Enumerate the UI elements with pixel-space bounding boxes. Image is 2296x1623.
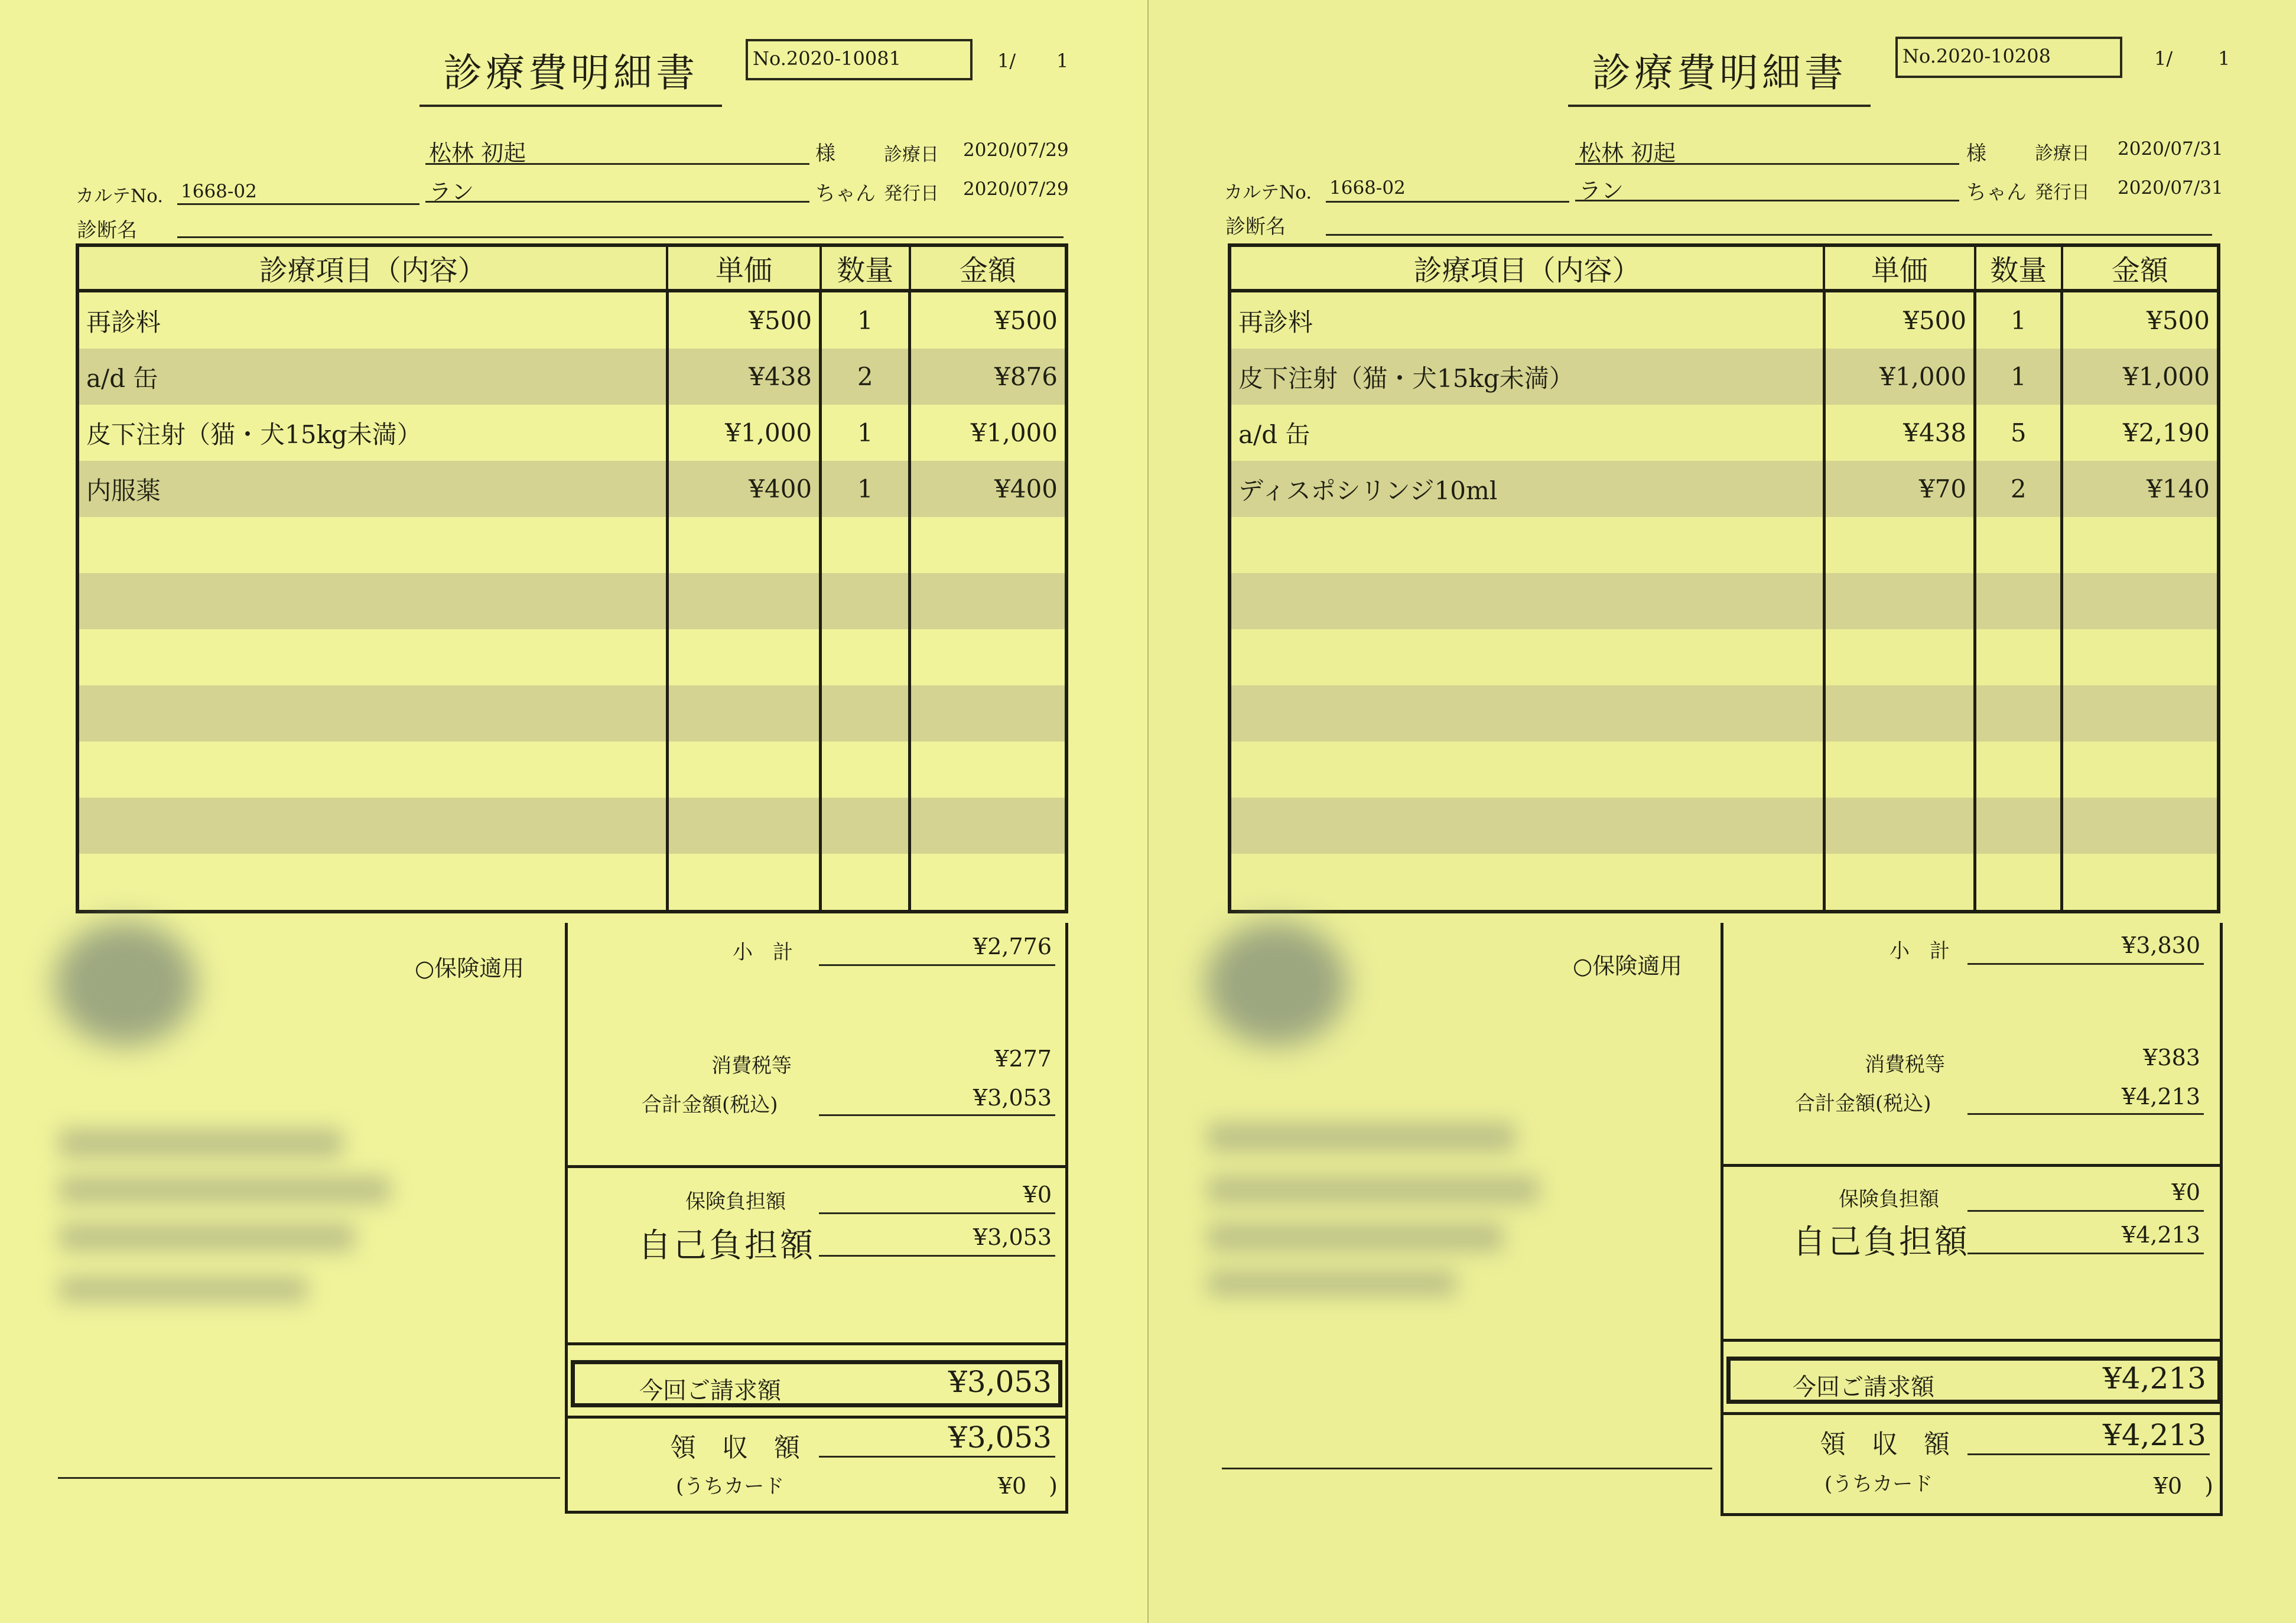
subtotal-label: 小 計: [1890, 939, 1950, 963]
subtotal-underline: [1967, 963, 2204, 965]
insurance-burden-label: 保険負担額: [685, 1190, 786, 1214]
redacted-clinic-logo: [54, 922, 196, 1046]
signature-line: [1222, 1468, 1712, 1469]
item-cell: [77, 517, 667, 573]
table-row: [1230, 517, 2219, 573]
document-title: 診療費明細書: [1568, 41, 1871, 107]
table-row: [1230, 854, 2219, 912]
self-burden-label: 自己負担額: [1793, 1223, 1970, 1261]
karte-label: カルテNo.: [76, 186, 164, 207]
redacted-text: [59, 1176, 390, 1204]
insurance-burden-underline: [819, 1212, 1055, 1214]
price-cell: [667, 741, 820, 798]
issue-date: 2020/07/29: [963, 178, 1069, 200]
price-cell: [1824, 517, 1975, 573]
price-cell: [667, 685, 820, 741]
table-row: [77, 405, 1066, 461]
karte-underline: [177, 203, 419, 205]
table-row: [1230, 798, 2219, 854]
qty-cell: 1: [821, 461, 910, 517]
price-cell: ¥438: [667, 349, 820, 405]
amount-cell: ¥500: [2062, 291, 2219, 349]
item-cell: [77, 741, 667, 798]
pet-suffix: ちゃん: [815, 182, 876, 206]
billed-label: 今回ご請求額: [639, 1377, 781, 1404]
column-header-amount: 金額: [910, 245, 1066, 291]
table-row: [77, 854, 1066, 912]
item-cell: 皮下注射（猫・犬15kg未満）: [77, 405, 667, 461]
table-header-row: [1230, 245, 2219, 291]
insurance-burden-underline: [1967, 1210, 2204, 1212]
qty-cell: 1: [1975, 291, 2062, 349]
table-row: [1230, 291, 2219, 349]
price-cell: [667, 854, 820, 912]
qty-cell: [821, 629, 910, 685]
table-header-row: [77, 245, 1066, 291]
received-underline: [1967, 1453, 2210, 1455]
document-number: No.2020-10208: [1895, 37, 2122, 78]
price-cell: ¥400: [667, 461, 820, 517]
item-cell: 再診料: [1230, 291, 1824, 349]
column-header-price: 単価: [667, 245, 820, 291]
self-burden-underline: [1967, 1253, 2204, 1254]
amount-cell: [910, 854, 1066, 912]
item-cell: [77, 798, 667, 854]
insurance-burden-label: 保険負担額: [1839, 1188, 1939, 1211]
table-row: [77, 629, 1066, 685]
qty-cell: 2: [821, 349, 910, 405]
invoice-sheet-left: [0, 0, 1147, 1623]
amount-cell: ¥400: [910, 461, 1066, 517]
totals-divider: [565, 1416, 1068, 1419]
subtotal-value: ¥2,776: [973, 934, 1052, 960]
qty-cell: 1: [821, 291, 910, 349]
issue-date: 2020/07/31: [2118, 177, 2223, 199]
subtotal-value: ¥3,830: [2122, 932, 2200, 958]
page-current: 1/: [2154, 47, 2173, 70]
redacted-text: [1208, 1176, 1539, 1204]
item-cell: [1230, 629, 1824, 685]
invoice-sheet-right: [1149, 0, 2296, 1623]
qty-cell: 1: [821, 405, 910, 461]
column-header-qty: 数量: [1975, 245, 2062, 291]
insurance-applied: ○保険適用: [415, 955, 525, 981]
issue-date-label: 発行日: [884, 183, 939, 204]
issue-date-label: 発行日: [2035, 182, 2090, 203]
table-row: [1230, 741, 2219, 798]
item-cell: [1230, 741, 1824, 798]
self-burden-value: ¥4,213: [2122, 1222, 2200, 1248]
item-cell: [77, 685, 667, 741]
qty-cell: [1975, 517, 2062, 573]
redacted-text: [1208, 1123, 1515, 1152]
column-header-amount: 金額: [2062, 245, 2219, 291]
tax-label: 消費税等: [1865, 1053, 1945, 1076]
card-label: (うちカード: [676, 1475, 785, 1498]
table-row: [77, 349, 1066, 405]
totals-divider: [565, 1165, 1068, 1168]
amount-cell: ¥1,000: [2062, 349, 2219, 405]
price-cell: [1824, 741, 1975, 798]
qty-cell: [821, 517, 910, 573]
table-row: [77, 517, 1066, 573]
visit-date: 2020/07/29: [963, 139, 1069, 161]
price-cell: ¥1,000: [1824, 349, 1975, 405]
amount-cell: [2062, 741, 2219, 798]
amount-cell: [910, 517, 1066, 573]
owner-name: 松林 初起: [429, 140, 526, 166]
amount-cell: [2062, 854, 2219, 912]
item-cell: [1230, 573, 1824, 629]
tax-value: ¥277: [994, 1046, 1052, 1072]
item-cell: [77, 854, 667, 912]
table-row: [77, 461, 1066, 517]
received-label: 領 収 額: [670, 1433, 800, 1463]
amount-cell: ¥140: [2062, 461, 2219, 517]
item-cell: [1230, 854, 1824, 912]
owner-suffix: 様: [815, 142, 835, 165]
karte-number: 1668-02: [181, 181, 257, 202]
totals-divider: [565, 1342, 1068, 1345]
price-cell: ¥70: [1824, 461, 1975, 517]
billed-label: 今回ご請求額: [1793, 1374, 1934, 1401]
price-cell: [667, 798, 820, 854]
amount-cell: ¥1,000: [910, 405, 1066, 461]
owner-suffix: 様: [1966, 142, 1986, 165]
item-cell: a/d 缶: [1230, 405, 1824, 461]
document-number: No.2020-10081: [746, 39, 973, 80]
card-value: ¥0 ): [997, 1473, 1058, 1499]
table-row: [77, 798, 1066, 854]
qty-cell: [1975, 798, 2062, 854]
visit-date-label: 診療日: [2035, 143, 2090, 164]
items-table: [1228, 243, 2220, 913]
page-current: 1/: [997, 50, 1016, 72]
amount-cell: [2062, 517, 2219, 573]
pet-suffix: ちゃん: [1966, 181, 2027, 204]
qty-cell: [1975, 685, 2062, 741]
qty-cell: [821, 573, 910, 629]
qty-cell: [1975, 854, 2062, 912]
items-table: [76, 243, 1068, 913]
amount-cell: [910, 573, 1066, 629]
redacted-text: [59, 1128, 343, 1158]
amount-cell: ¥500: [910, 291, 1066, 349]
visit-date-label: 診療日: [884, 144, 939, 165]
redacted-text: [59, 1223, 355, 1251]
redacted-text: [1208, 1223, 1503, 1251]
table-row: [1230, 405, 2219, 461]
amount-cell: [2062, 573, 2219, 629]
pet-name: ラン: [429, 179, 474, 205]
total-value: ¥4,213: [2122, 1084, 2200, 1110]
self-burden-label: 自己負担額: [638, 1227, 815, 1265]
redacted-text: [1208, 1270, 1456, 1296]
column-header-item: 診療項目（内容）: [1230, 245, 1824, 291]
page-total: 1: [2218, 47, 2230, 70]
price-cell: ¥438: [1824, 405, 1975, 461]
card-value: ¥0 ): [2153, 1473, 2213, 1499]
item-cell: a/d 缶: [77, 349, 667, 405]
amount-cell: [2062, 685, 2219, 741]
karte-label: カルテNo.: [1224, 182, 1312, 203]
pet-name: ラン: [1579, 178, 1624, 204]
table-row: [77, 291, 1066, 349]
received-underline: [819, 1456, 1055, 1458]
amount-cell: [910, 741, 1066, 798]
qty-cell: [821, 685, 910, 741]
diagnosis-label: 診断名: [1225, 215, 1286, 239]
item-cell: [1230, 798, 1824, 854]
amount-cell: [2062, 798, 2219, 854]
price-cell: [1824, 854, 1975, 912]
totals-divider: [1721, 1339, 2223, 1342]
self-burden-value: ¥3,053: [973, 1224, 1052, 1250]
total-underline: [819, 1114, 1055, 1116]
redacted-clinic-logo: [1205, 922, 1347, 1046]
total-label: 合計金額(税込): [642, 1093, 778, 1117]
price-cell: [1824, 798, 1975, 854]
owner-name: 松林 初起: [1579, 140, 1676, 166]
amount-cell: ¥2,190: [2062, 405, 2219, 461]
diagnosis-underline: [177, 236, 1064, 238]
signature-line: [58, 1477, 560, 1479]
price-cell: [667, 573, 820, 629]
diagnosis-underline: [1326, 234, 2212, 236]
item-cell: 内服薬: [77, 461, 667, 517]
tax-label: 消費税等: [711, 1054, 792, 1078]
redacted-text: [59, 1276, 307, 1302]
amount-cell: [910, 685, 1066, 741]
subtotal-underline: [819, 964, 1055, 966]
page-total: 1: [1056, 50, 1069, 72]
price-cell: ¥500: [1824, 291, 1975, 349]
table-row: [1230, 629, 2219, 685]
column-header-price: 単価: [1824, 245, 1975, 291]
price-cell: [1824, 685, 1975, 741]
total-value: ¥3,053: [973, 1085, 1052, 1111]
item-cell: [1230, 685, 1824, 741]
price-cell: [667, 517, 820, 573]
received-label: 領 収 額: [1820, 1429, 1950, 1459]
insurance-burden-value: ¥0: [2171, 1179, 2200, 1205]
totals-divider: [1721, 1164, 2223, 1167]
qty-cell: 2: [1975, 461, 2062, 517]
table-row: [1230, 349, 2219, 405]
tax-value: ¥383: [2143, 1045, 2200, 1071]
qty-cell: [821, 854, 910, 912]
karte-number: 1668-02: [1329, 177, 1406, 199]
table-row: [77, 685, 1066, 741]
price-cell: [1824, 573, 1975, 629]
price-cell: ¥1,000: [667, 405, 820, 461]
insurance-burden-value: ¥0: [1023, 1182, 1052, 1208]
price-cell: [1824, 629, 1975, 685]
item-cell: [77, 573, 667, 629]
qty-cell: 1: [1975, 349, 2062, 405]
card-label: (うちカード: [1825, 1472, 1933, 1496]
pet-name-underline: [425, 201, 809, 203]
price-cell: [667, 629, 820, 685]
owner-name-underline: [425, 163, 809, 165]
insurance-applied: ○保険適用: [1573, 953, 1683, 979]
table-row: [1230, 461, 2219, 517]
qty-cell: [821, 741, 910, 798]
table-row: [77, 573, 1066, 629]
self-burden-underline: [819, 1255, 1055, 1257]
pet-name-underline: [1575, 200, 1959, 201]
total-underline: [1967, 1113, 2204, 1115]
item-cell: [1230, 517, 1824, 573]
qty-cell: [1975, 741, 2062, 798]
qty-cell: [1975, 573, 2062, 629]
table-row: [1230, 685, 2219, 741]
billed-value: ¥3,053: [948, 1365, 1052, 1399]
owner-name-underline: [1575, 163, 1959, 165]
column-header-item: 診療項目（内容）: [77, 245, 667, 291]
billed-value: ¥4,213: [2103, 1361, 2206, 1396]
item-cell: [77, 629, 667, 685]
totals-divider: [1721, 1412, 2223, 1415]
amount-cell: [2062, 629, 2219, 685]
visit-date: 2020/07/31: [2118, 138, 2223, 160]
table-row: [1230, 573, 2219, 629]
amount-cell: [910, 629, 1066, 685]
qty-cell: [1975, 629, 2062, 685]
column-header-qty: 数量: [821, 245, 910, 291]
subtotal-label: 小 計: [733, 941, 793, 964]
table-row: [77, 741, 1066, 798]
item-cell: ディスポシリンジ10ml: [1230, 461, 1824, 517]
qty-cell: [821, 798, 910, 854]
amount-cell: [910, 798, 1066, 854]
received-value: ¥4,213: [2103, 1418, 2206, 1452]
diagnosis-label: 診断名: [77, 219, 137, 242]
item-cell: 再診料: [77, 291, 667, 349]
amount-cell: ¥876: [910, 349, 1066, 405]
received-value: ¥3,053: [948, 1420, 1052, 1455]
item-cell: 皮下注射（猫・犬15kg未満）: [1230, 349, 1824, 405]
karte-underline: [1326, 201, 1569, 203]
document-title: 診療費明細書: [419, 41, 722, 107]
total-label: 合計金額(税込): [1795, 1092, 1931, 1115]
qty-cell: 5: [1975, 405, 2062, 461]
price-cell: ¥500: [667, 291, 820, 349]
